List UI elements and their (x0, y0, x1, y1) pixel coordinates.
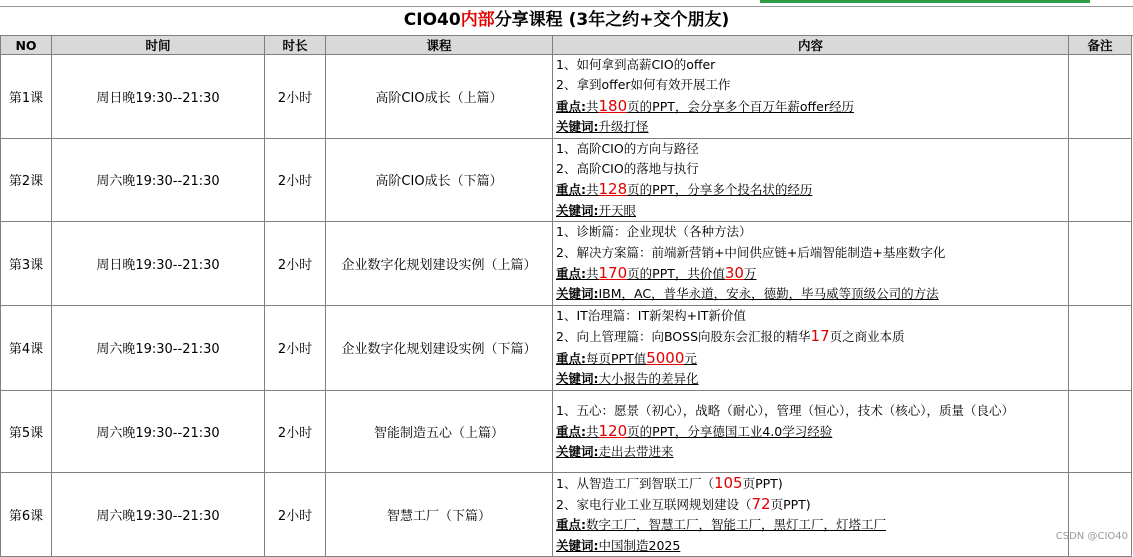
content-label: 重点: (556, 423, 586, 439)
selection-indicator (760, 0, 1090, 3)
content-text: 中国制造2025 (598, 537, 681, 553)
title-highlight: 内部 (460, 10, 495, 30)
title-prefix: CIO40 (403, 10, 461, 30)
content-text: 2、家电行业工业互联网规划建设（ (556, 496, 752, 512)
content-line (556, 159, 1068, 179)
cell-content (553, 138, 1069, 222)
cell-time: 周六晚19:30--21:30 (52, 305, 265, 390)
table-row (1, 390, 1132, 472)
content-line (556, 348, 1068, 369)
content-label: 重点: (556, 266, 586, 282)
content-line (556, 442, 1068, 462)
cell-remark (1069, 390, 1132, 472)
content-text: 开天眼 (598, 202, 637, 218)
cell-remark (1069, 222, 1132, 306)
watermark: CSDN @CIO40 (1055, 531, 1128, 542)
cell-duration: 2小时 (265, 305, 326, 390)
cell-duration: 2小时 (265, 390, 326, 472)
content-line (556, 201, 1068, 221)
header-duration: 时长 (265, 36, 326, 55)
highlight-number: 5000 (646, 348, 685, 367)
highlight-number: 105 (713, 473, 743, 492)
cell-no: 第6课 (1, 472, 52, 557)
cell-content (553, 222, 1069, 306)
content-text: 走出去带进来 (598, 444, 674, 460)
table-row (1, 305, 1132, 390)
table-row (1, 138, 1132, 222)
header-row (1, 36, 1132, 55)
content-label: 重点: (556, 350, 586, 366)
header-time: 时间 (52, 36, 265, 55)
content-text: 页的PPT，共价值 (627, 266, 725, 282)
cell-time: 周六晚19:30--21:30 (52, 390, 265, 472)
content-line (556, 494, 1068, 515)
cell-course: 企业数字化规划建设实例（上篇） (326, 222, 553, 306)
cell-remark (1069, 55, 1132, 139)
content-line (556, 306, 1068, 326)
content-text: 页之商业本质 (829, 329, 905, 345)
cell-time: 周日晚19:30--21:30 (52, 222, 265, 306)
content-text: 共 (586, 266, 599, 282)
header-content: 内容 (553, 36, 1069, 55)
content-text: 升级打怪 (598, 119, 649, 135)
content-text: 1、高阶CIO的方向与路径 (556, 140, 699, 156)
content-text: 1、五心：愿景（初心），战略（耐心），管理（恒心），技术（核心），质量（良心） (556, 402, 1014, 418)
cell-course: 企业数字化规划建设实例（下篇） (326, 305, 553, 390)
highlight-number: 17 (810, 327, 830, 346)
highlight-number: 170 (598, 264, 628, 283)
cell-time: 周日晚19:30--21:30 (52, 55, 265, 139)
cell-course: 智慧工厂（下篇） (326, 472, 553, 557)
cell-course: 高阶CIO成长（下篇） (326, 138, 553, 222)
cell-no: 第5课 (1, 390, 52, 472)
content-text: 1、IT治理篇：IT新架构+IT新价值 (556, 307, 746, 323)
content-text: IBM，AC，普华永道，安永，德勤，毕马威等顶级公司的方法 (598, 286, 939, 302)
content-line (556, 421, 1068, 442)
content-line (556, 139, 1068, 159)
content-label: 重点: (556, 517, 586, 533)
content-text: 2、拿到offer如何有效开展工作 (556, 77, 731, 93)
content-line (556, 473, 1068, 494)
cell-no: 第3课 (1, 222, 52, 306)
table-row (1, 472, 1132, 557)
cell-content (553, 305, 1069, 390)
table-row (1, 222, 1132, 306)
content-label: 关键词: (556, 286, 599, 302)
cell-remark (1069, 305, 1132, 390)
cell-remark (1069, 472, 1132, 557)
content-text: 共 (586, 182, 599, 198)
highlight-number: 30 (724, 264, 744, 283)
content-line (556, 326, 1068, 347)
table-row (1, 55, 1132, 139)
content-line (556, 401, 1068, 421)
highlight-number: 120 (598, 421, 628, 440)
content-text: 页的PPT，分享德国工业4.0学习经验 (627, 423, 833, 439)
cell-duration: 2小时 (265, 472, 326, 557)
highlight-number: 128 (598, 180, 628, 199)
header-course: 课程 (326, 36, 553, 55)
course-table (0, 35, 1132, 557)
content-text: 2、向上管理篇：向BOSS向股东会汇报的精华 (556, 329, 811, 345)
content-line (556, 369, 1068, 389)
content-text: 万 (743, 266, 757, 282)
content-label: 关键词: (556, 119, 599, 135)
content-text: 共 (586, 423, 599, 439)
content-line (556, 222, 1068, 242)
content-line (556, 55, 1068, 75)
content-label: 关键词: (556, 444, 599, 460)
cell-content (553, 472, 1069, 557)
content-label: 关键词: (556, 202, 599, 218)
content-text: 元 (684, 350, 697, 366)
content-text: 页PPT) (770, 496, 811, 512)
cell-time: 周六晚19:30--21:30 (52, 138, 265, 222)
header-no: NO (1, 36, 52, 55)
content-line (556, 284, 1068, 304)
cell-no: 第2课 (1, 138, 52, 222)
content-line (556, 96, 1068, 117)
content-line (556, 117, 1068, 137)
cell-no: 第4课 (1, 305, 52, 390)
content-line (556, 243, 1068, 263)
page-title (0, 6, 1133, 36)
content-line (556, 263, 1068, 284)
content-text: 共 (586, 98, 599, 114)
content-text: 数字工厂，智慧工厂，智能工厂，黑灯工厂，灯塔工厂 (586, 517, 887, 533)
content-text: 2、高阶CIO的落地与执行 (556, 161, 699, 177)
content-line (556, 536, 1068, 556)
content-text: 2、解决方案篇：前端新营销+中间供应链+后端智能制造+基座数字化 (556, 244, 946, 260)
cell-duration: 2小时 (265, 138, 326, 222)
cell-duration: 2小时 (265, 55, 326, 139)
content-text: 1、从智造工厂到智联工厂（ (556, 475, 714, 491)
cell-time: 周六晚19:30--21:30 (52, 472, 265, 557)
cell-content (553, 55, 1069, 139)
content-text: 1、诊断篇：企业现状（各种方法） (556, 224, 752, 240)
content-label: 关键词: (556, 537, 599, 553)
content-line (556, 515, 1068, 535)
cell-duration: 2小时 (265, 222, 326, 306)
cell-course: 高阶CIO成长（上篇） (326, 55, 553, 139)
highlight-number: 72 (751, 494, 771, 513)
cell-no: 第1课 (1, 55, 52, 139)
content-line (556, 75, 1068, 95)
title-suffix: 分享课程 (3年之约+交个朋友) (494, 10, 730, 30)
content-label: 关键词: (556, 371, 599, 387)
content-text: 页PPT) (742, 475, 783, 491)
content-text: 每页PPT值 (586, 350, 647, 366)
content-label: 重点: (556, 98, 586, 114)
content-text: 大小报告的差异化 (598, 371, 699, 387)
content-text: 页的PPT，会分享多个百万年薪offer经历 (627, 98, 854, 114)
cell-course: 智能制造五心（上篇） (326, 390, 553, 472)
cell-remark (1069, 138, 1132, 222)
highlight-number: 180 (598, 96, 628, 115)
content-line (556, 179, 1068, 200)
cell-content (553, 390, 1069, 472)
content-label: 重点: (556, 182, 586, 198)
content-text: 页的PPT，分享多个投名状的经历 (627, 182, 813, 198)
content-text: 1、如何拿到高薪CIO的offer (556, 57, 716, 72)
header-remark: 备注 (1069, 36, 1132, 55)
